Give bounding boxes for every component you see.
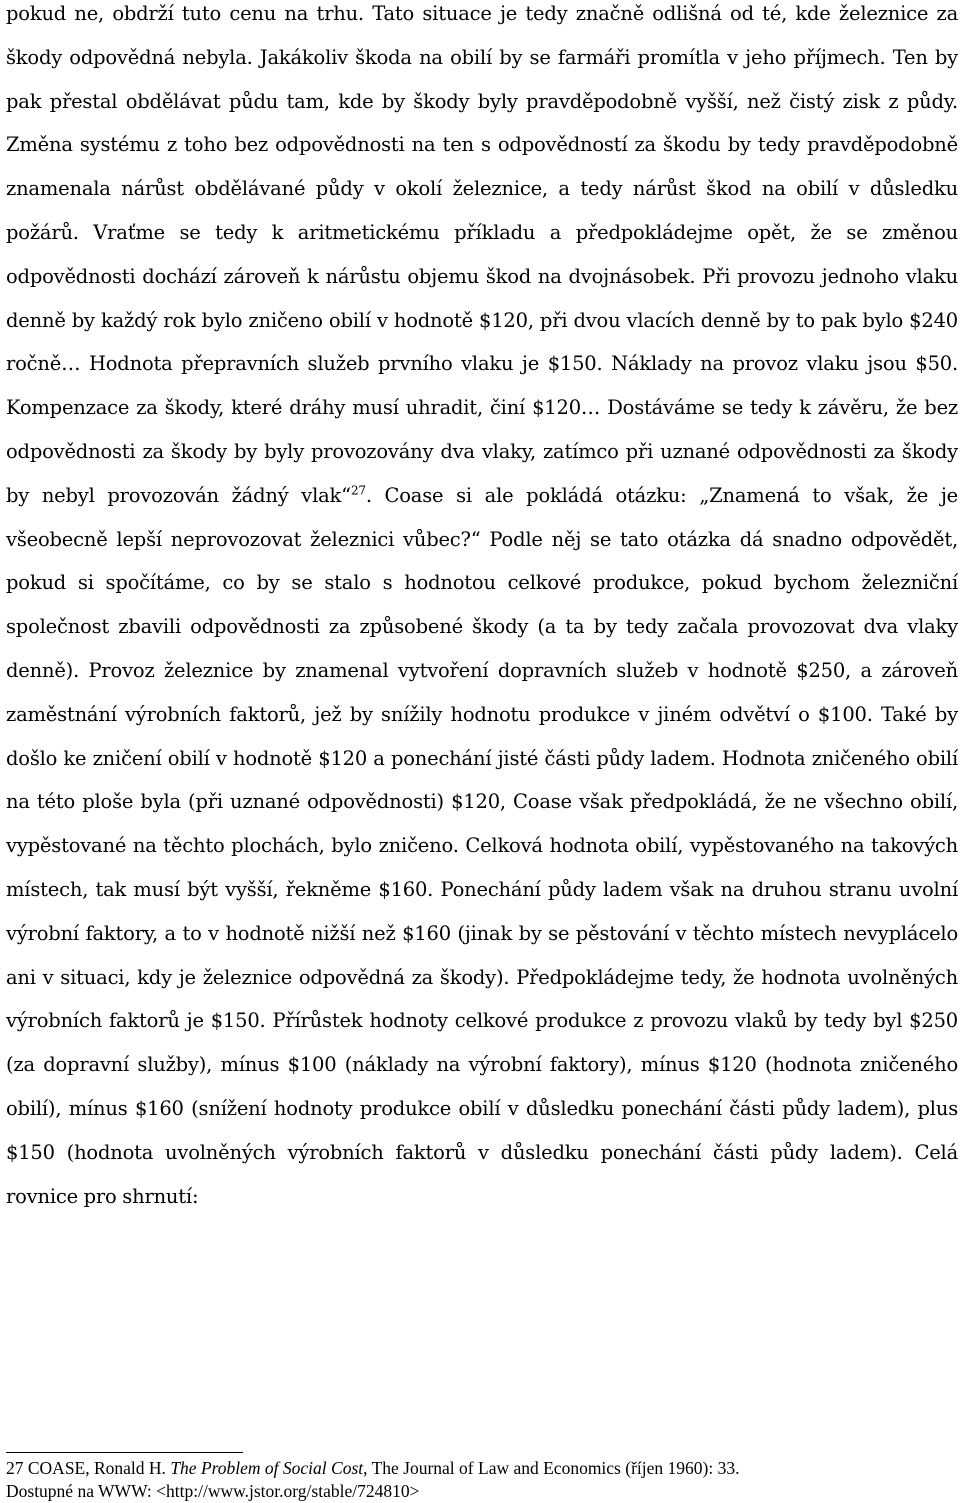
footnote-source: , The Journal of Law and Economics (říjen 1960): 33.: [363, 1458, 740, 1478]
sentence-5: . Coase si ale pokládá otázku: „Znamená to však, že je všeobecně lepší neprovozovat železnici vůbec?“: [6, 483, 959, 551]
sentence-7: Provoz železnice by znamenal vytvoření dopravních služeb v hodnotě $250, a zároveň zaměstnání výrobních faktorů, jež by snížily hodnotu produkce v jiném odvětví o $100. Také by došlo ke zničení obilí v hodnotě $120 a ponechání jisté části půdy ladem. Hodnota zničeného obilí na této ploše byla (při uznané odpovědnosti) $120, Coase však předpokládá, že ne všechno obilí, vypěstované na těchto plochách, bylo zničeno. Celková hodnota obilí, vypěstovaného na takových místech, tak musí být vyšší, řekněme $160. Ponechání půdy ladem však na druhou stranu uvolní výrobní faktory, a to v hodnotě nižší než $160 (jinak by se pěstování v těchto místech nevyplácelo ani v situaci, kdy je železnice odpovědná za škody). Předpokládejme tedy, že hodnota uvolněných výrobních faktorů je $150. Přírůstek hodnoty celkové produkce z provozu vlaků by tedy byl $250 (za dopravní služby), mínus $100 (náklady na výrobní faktory), mínus $120 (hodnota zničeného obilí), mínus $160 (snížení hodnoty produkce obilí v důsledku ponechání části půdy ladem), plus $150 (hodnota uvolněných výrobních faktorů v důsledku ponechání části půdy ladem). Celá rovnice pro shrnutí:: [6, 658, 958, 1208]
footnote-author: 27 COASE, Ronald H.: [6, 1458, 171, 1478]
footnote: [6, 1457, 958, 1503]
body-paragraph: [6, 0, 958, 1218]
sentence-6: Podle něj se tato otázka dá snadno odpovědět, pokud si spočítáme, co by se stalo s hodnotou celkové produkce, pokud bychom železniční společnost zbavili odpovědnosti za způsobené škody (a ta by tedy začala provozovat dva vlaky denně).: [6, 527, 958, 682]
footnote-line-2[interactable]: Dostupné na WWW: <http://www.jstor.org/stable/724810>: [6, 1481, 420, 1501]
sentence-3: Vraťme se tedy k aritmetickému příkladu a předpokládejme opět, že se změnou odpovědnosti dochází zároveň k nárůstu objemu škod na dvojnásobek.: [6, 220, 958, 288]
sentence-1: pokud ne, obdrží tuto cenu na trhu. Tato situace je tedy značně odlišná od té, kde železnice za škody odpovědná nebyla. Jakákoliv škoda na obilí by se farmáři promítla v jeho příjmech. Ten by pak přestal obdělávat půdu tam, kde by škody byly pravděpodobně vyšší, než čistý zisk z půdy.: [6, 2, 958, 113]
quote-coase: Při provozu jednoho vlaku denně by každý rok bylo zničeno obilí v hodnotě $120, při dvou vlacích denně by to pak bylo $240 ročně… Hodnota přepravních služeb prvního vlaku je $150. Náklady na provoz vlaku jsou $50. Kompenzace za škody, které dráhy musí uhradit, činí $120… Dostáváme se tedy k závěru, že bez odpovědnosti za škody by byly provozovány dva vlaky, zatímco při uznané odpovědnosti za škody by nebyl provozován žádný vlak“: [6, 264, 958, 507]
footnote-separator: [6, 1452, 243, 1453]
document-page: [6, 0, 958, 1226]
sentence-2: Změna systému z toho bez odpovědnosti na ten s odpovědností za škodu by tedy pravděpodobně znamenala nárůst obdělávané půdy v okolí železnice, a tedy nárůst škod na obilí v důsledku požárů.: [6, 133, 958, 244]
footnote-line-1: [6, 1457, 958, 1480]
footnote-title: The Problem of Social Cost: [170, 1458, 364, 1478]
footnote-reference[interactable]: 27: [350, 483, 366, 498]
